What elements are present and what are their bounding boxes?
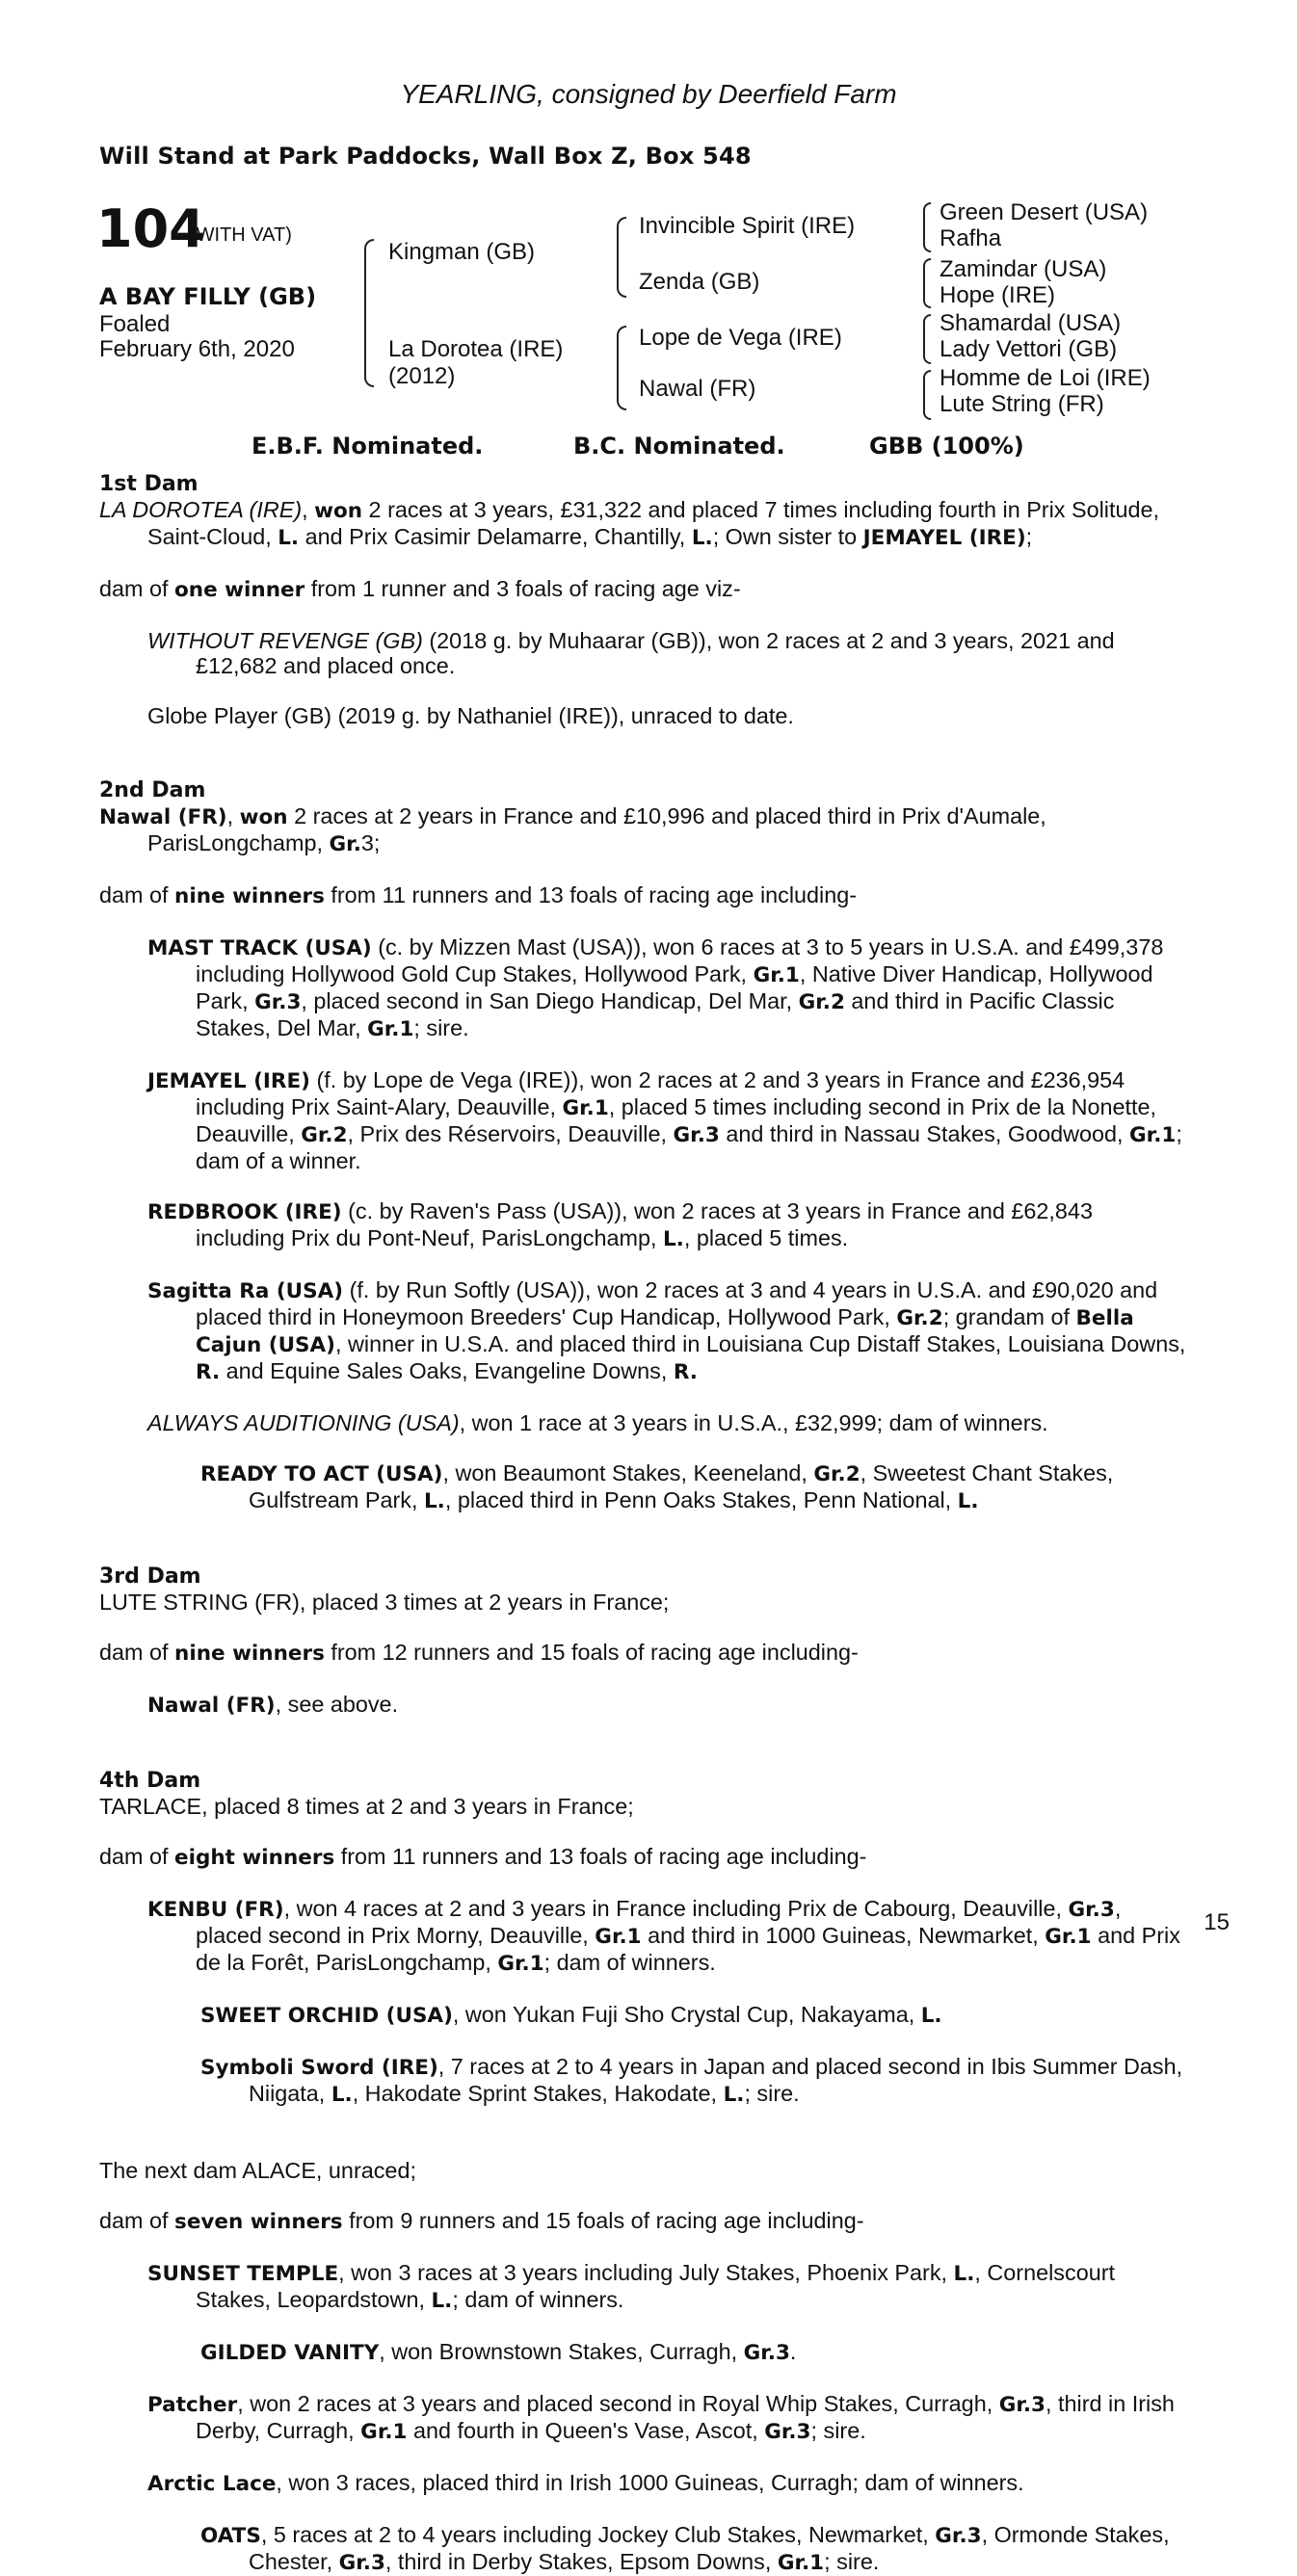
dam-year: (2012) [388,363,456,389]
lot-number: 104 [96,198,205,259]
section-3rd-dam: 3rd Dam [99,1564,201,1589]
produce-oats: OATS, 5 races at 2 to 4 years including Jockey Club Stakes, Newmarket, Gr.3, Ormonde Stakes, Chester, Gr.3, third in Derby Stakes, Epsom Downs, Gr.1; sire. [200,2522,1170,2575]
section-1st-dam: 1st Dam [99,472,199,496]
produce-symboli-sword: Symboli Sword (IRE), 7 races at 2 to 4 years in Japan and placed second in Ibis Summer Dash, Niigata, L., Hakodate Sprint Stakes, Hakodate, L.; sire. [200,2054,1183,2107]
pedigree-brace-ss [923,202,931,252]
ped-sss: Green Desert (USA) [940,199,1149,225]
produce-redbrook: REDBROOK (IRE) (c. by Raven's Pass (USA)), won 2 races at 3 years in France and £62,843 including Prix du Pont-Neuf, ParisLongchamp, L., placed 5 times. [147,1198,1093,1251]
pedigree-brace-dam [617,326,626,410]
fourth-dam-paragraph: TARLACE, placed 8 times at 2 and 3 years in France; [99,1794,634,1819]
lot-title: A BAY FILLY (GB) [99,283,317,310]
bc-nomination: B.C. Nominated. [573,433,785,460]
sire-sire: Invincible Spirit (IRE) [639,213,856,239]
ped-sdd: Hope (IRE) [940,282,1056,308]
dam-sire: Lope de Vega (IRE) [639,325,842,351]
pedigree-brace-sire [617,217,626,298]
produce-mast-track: MAST TRACK (USA) (c. by Mizzen Mast (USA)), won 6 races at 3 to 5 years in U.S.A. and £499,378 including Hollywood Gold Cup Stakes, Hollywood Park, Gr.1, Native Diver Handicap, Hollywood Park, Gr.3, placed second in San Diego Handicap, Del Mar, Gr.2 and third in Pacific Classic Stakes, Del Mar, Gr.1; sire. [147,934,1164,1041]
next-dam-produce-intro: dam of seven winners from 9 runners and 15 foals of racing age including- [99,2208,864,2234]
foaled-date: February 6th, 2020 [99,336,295,362]
sire-dam: Zenda (GB) [639,269,760,295]
pedigree-brace-sd [923,258,931,308]
produce-kenbu: KENBU (FR), won 4 races at 2 and 3 years in France including Prix de Cabourg, Deauville, Gr.3, placed second in Prix Morny, Deauville, Gr.1 and third in 1000 Guineas, Newmarket, Gr.1 and Prix de la Forêt, ParisLongchamp, Gr.1; dam of winners. [147,1896,1180,1976]
ped-ddd: Lute String (FR) [940,391,1104,417]
pedigree-brace-dd [923,370,931,420]
pedigree-body [99,472,1186,2576]
stand-location: Will Stand at Park Paddocks, Wall Box Z, Box 548 [99,143,752,170]
produce-sunset-temple: SUNSET TEMPLE, won 3 races at 3 years including July Stakes, Phoenix Park, L., Cornelscourt Stakes, Leopardstown, L.; dam of winners. [147,2260,1116,2313]
section-4th-dam: 4th Dam [99,1769,201,1793]
section-2nd-dam: 2nd Dam [99,778,206,802]
ped-ssd: Rafha [940,225,1002,251]
produce-without-revenge: WITHOUT REVENGE (GB) (2018 g. by Muhaarar (GB)), won 2 races at 2 and 3 years, 2021 and £12,682 and placed once. [147,628,1115,678]
vat-note: (WITH VAT) [190,224,292,246]
third-dam-produce-intro: dam of nine winners from 12 runners and 15 foals of racing age including- [99,1640,859,1666]
first-dam-produce-intro: dam of one winner from 1 runner and 3 foals of racing age viz- [99,576,741,602]
produce-always-auditioning: ALWAYS AUDITIONING (USA), won 1 race at 3 years in U.S.A., £32,999; dam of winners. [147,1410,1048,1435]
produce-jemayel: JEMAYEL (IRE) (f. by Lope de Vega (IRE)), won 2 races at 2 and 3 years in France and £236,954 including Prix Saint-Alary, Deauville, Gr.1, placed 5 times including second in Prix de la Nonette, Deauville, Gr.2, Prix des Réservoirs, Deauville, Gr.3 and third in Nassau Stakes, Goodwood, Gr.1; dam of a winner. [147,1067,1182,1173]
sire: Kingman (GB) [388,239,536,265]
pedigree-brace-main [364,239,374,387]
produce-sagitta-ra: Sagitta Ra (USA) (f. by Run Softly (USA)), won 2 races at 3 and 4 years in U.S.A. and £90,020 and placed third in Honeymoon Breeders' Cup Handicap, Hollywood Park, Gr.2; grandam of Bella Cajun (USA), winner in U.S.A. and placed third in Louisiana Cup Distaff Stakes, Louisiana Downs, R. and Equine Sales Oaks, Evangeline Downs, R. [147,1277,1186,1384]
produce-globe-player: Globe Player (GB) (2019 g. by Nathaniel (IRE)), unraced to date. [147,703,794,728]
ebf-nomination: E.B.F. Nominated. [251,433,484,460]
next-dam-paragraph: The next dam ALACE, unraced; [99,2158,416,2183]
gbb-note: GBB (100%) [869,433,1024,460]
first-dam-paragraph: LA DOROTEA (IRE), won 2 races at 3 years, £31,322 and placed 7 times including fourth in Prix Solitude, Saint-Cloud, L. and Prix Casimir Delamarre, Chantilly, L.; Own sister to JEMAYEL (IRE); [99,497,1160,550]
produce-gilded-vanity: GILDED VANITY, won Brownstown Stakes, Curragh, Gr.3. [200,2339,797,2365]
produce-arctic-lace: Arctic Lace, won 3 races, placed third in Irish 1000 Guineas, Curragh; dam of winners. [147,2470,1024,2496]
dam: La Dorotea (IRE) [388,336,564,362]
pedigree-brace-ds [923,314,931,364]
third-dam-paragraph: LUTE STRING (FR), placed 3 times at 2 years in France; [99,1590,670,1615]
ped-dss: Shamardal (USA) [940,310,1122,336]
ped-sds: Zamindar (USA) [940,256,1107,282]
dam-dam: Nawal (FR) [639,376,756,402]
page-number: 15 [1204,1909,1230,1935]
produce-ready-to-act: READY TO ACT (USA), won Beaumont Stakes, Keeneland, Gr.2, Sweetest Chant Stakes, Gulfstream Park, L., placed third in Penn Oaks Stakes, Penn National, L. [200,1460,1114,1513]
produce-sweet-orchid: SWEET ORCHID (USA), won Yukan Fuji Sho Crystal Cup, Nakayama, L. [200,2002,942,2028]
second-dam-paragraph: Nawal (FR), won 2 races at 2 years in France and £10,996 and placed third in Prix d'Aumale, ParisLongchamp, Gr.3; [99,803,1046,856]
ped-dds: Homme de Loi (IRE) [940,365,1151,391]
produce-nawal: Nawal (FR), see above. [147,1692,399,1718]
fourth-dam-produce-intro: dam of eight winners from 11 runners and 13 foals of racing age including- [99,1844,867,1870]
ped-dsd: Lady Vettori (GB) [940,336,1118,362]
page-header: YEARLING, consigned by Deerfield Farm [400,79,897,109]
produce-patcher: Patcher, won 2 races at 3 years and placed second in Royal Whip Stakes, Curragh, Gr.3, third in Irish Derby, Curragh, Gr.1 and fourth in Queen's Vase, Ascot, Gr.3; sire. [147,2391,1175,2444]
second-dam-produce-intro: dam of nine winners from 11 runners and 13 foals of racing age including- [99,882,858,908]
foaled-label: Foaled [99,311,171,337]
